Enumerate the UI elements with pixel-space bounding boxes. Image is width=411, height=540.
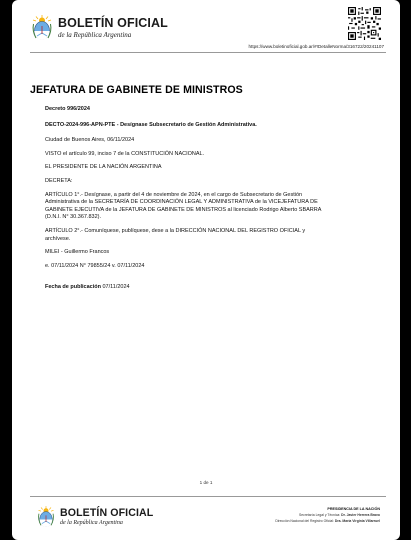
place-date: Ciudad de Buenos Aires, 06/11/2024 bbox=[45, 137, 135, 144]
document-title: JEFATURA DE GABINETE DE MINISTROS bbox=[30, 84, 243, 96]
publication-date-label: Fecha de publicación bbox=[45, 284, 101, 291]
decree-number: Decreto 996/2024 bbox=[45, 106, 90, 112]
coat-of-arms-icon bbox=[30, 14, 54, 42]
qr-code-icon[interactable] bbox=[348, 7, 381, 40]
legal-secretary-line: Secretaría Legal y Técnica: Dr. Javier Herrera Bravo bbox=[299, 513, 380, 518]
publication-reference: e. 07/11/2024 N° 79855/24 v. 07/11/2024 bbox=[45, 262, 145, 269]
publication-date-value: 07/11/2024 bbox=[102, 284, 130, 291]
decree-code: DECTO-2024-996-APN-PTE - Desígnase Subsecretario de Gestión Administrativa. bbox=[45, 121, 257, 128]
document-content bbox=[45, 106, 365, 292]
article-1-line: Administrativa de la SECRETARÍA DE COORDINACIÓN LEGAL Y ADMINISTRATIVA de la VICEJEFATURA DE bbox=[45, 199, 318, 206]
visto-paragraph: VISTO el artículo 99, inciso 7 de la CONSTITUCIÓN NACIONAL. bbox=[45, 150, 205, 157]
president-line: EL PRESIDENTE DE LA NACIÓN ARGENTINA bbox=[45, 164, 162, 171]
article-1-line: GABINETE EJECUTIVA de la JEFATURA DE GABINETE DE MINISTROS al licenciado Rodrigo Alberto SBARRA bbox=[45, 206, 322, 213]
footer-logo-subtitle: de la República Argentina bbox=[60, 520, 123, 527]
decreta-line: DECRETA: bbox=[45, 177, 73, 184]
footer-divider bbox=[30, 496, 386, 497]
article-2-line: archívese. bbox=[45, 235, 71, 242]
article-2-line: ARTÍCULO 2°.- Comuníquese, publíquese, dese a la DIRECCIÓN NACIONAL DEL REGISTRO OFICIAL y bbox=[45, 227, 306, 234]
footer-logo[interactable] bbox=[36, 505, 153, 529]
logo-title: BOLETÍN OFICIAL bbox=[58, 16, 168, 31]
document-page bbox=[12, 0, 400, 540]
footer-logo-title: BOLETÍN OFICIAL bbox=[60, 506, 154, 519]
footer-credits bbox=[275, 506, 380, 525]
coat-of-arms-icon bbox=[36, 505, 56, 529]
norm-url[interactable]: https://www.boletinoficial.gob.ar/#!DetalleNorma/316722/20241107 bbox=[248, 44, 384, 49]
page-number: 1 de 1 bbox=[199, 480, 213, 485]
logo-subtitle: de la República Argentina bbox=[58, 30, 132, 39]
publication-date bbox=[45, 284, 365, 292]
signatures: MILEI - Guillermo Francos bbox=[45, 249, 110, 256]
registry-director-line: Dirección Nacional del Registro Oficial: Dra. María Virginia Villarruel bbox=[275, 519, 380, 524]
boletin-oficial-logo[interactable] bbox=[30, 14, 168, 42]
article-1-line: ARTÍCULO 1°.- Desígnase, a partir del 4 de noviembre de 2024, en el cargo de Subsecretario de Gestión bbox=[45, 191, 303, 198]
article-1-line: (D.N.I. N° 30.367.832). bbox=[45, 214, 102, 221]
header-divider bbox=[30, 52, 386, 53]
presidency-label: PRESIDENCIA DE LA NACIÓN bbox=[327, 507, 380, 511]
